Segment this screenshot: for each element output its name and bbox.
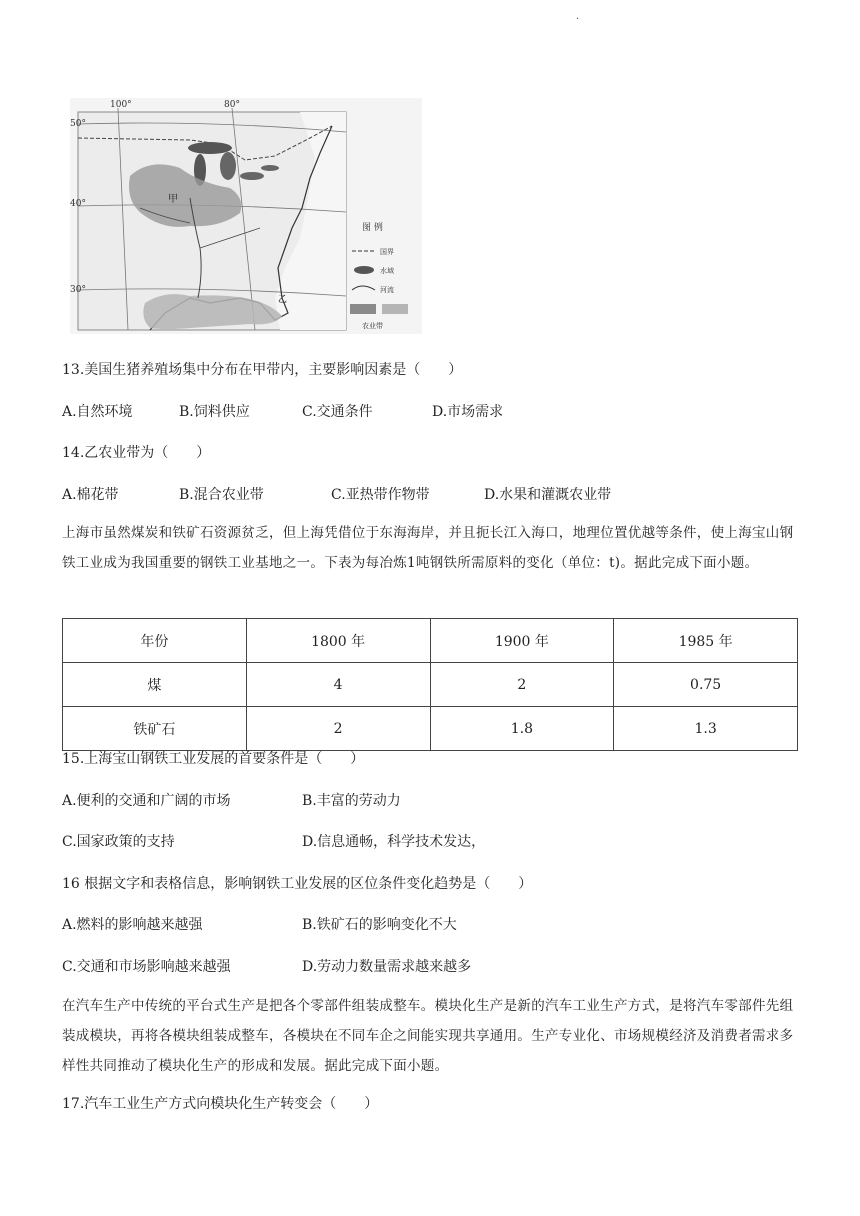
passage-auto-modular: 在汽车生产中传统的平台式生产是把各个零部件组装成整车。模块化生产是新的汽车工业生产方式，是将汽车零部件先组装成模块，再将各模块组装成整车，各模块在不同车企之间能实现共享通用。生产专业化、市场规模经济及消费者需求多样性共同推动了模块化生产的形成和发展。据此完成下面小题。	[62, 998, 794, 1074]
lat-label-50: 50°	[70, 119, 86, 129]
table-row	[63, 663, 798, 707]
q14-option-d[interactable]: D.水果和灌溉农业带	[484, 487, 612, 503]
header-mark: ·	[576, 14, 580, 25]
q15-option-a[interactable]: A.便利的交通和广阔的市场	[62, 793, 231, 809]
raw-material-table	[62, 618, 798, 751]
table-header-cell: 1985 年	[614, 619, 798, 663]
q14-option-b[interactable]: B.混合农业带	[179, 487, 264, 503]
legend-item-river: 河流	[380, 286, 394, 294]
question-15-options-row2	[62, 832, 485, 852]
table-cell: 铁矿石	[63, 707, 247, 751]
question-15-options-row1	[62, 791, 401, 811]
question-13-stem: 13.美国生猪养殖场集中分布在甲带内，主要影响因素是（ ）	[62, 362, 463, 378]
q15-option-c[interactable]: C.国家政策的支持	[62, 834, 175, 850]
q13-option-a[interactable]: A.自然环境	[62, 404, 133, 420]
table-header-row	[63, 619, 798, 663]
us-agriculture-map	[70, 98, 422, 334]
q13-option-d[interactable]: D.市场需求	[432, 404, 504, 420]
legend-item-agri: 农业带	[362, 322, 383, 330]
legend-item-border: 国界	[380, 248, 394, 256]
table-cell: 0.75	[614, 663, 798, 707]
question-16-options-row2	[62, 957, 471, 977]
passage-shanghai-steel: 上海市虽然煤炭和铁矿石资源贫乏，但上海凭借位于东海海岸，并且扼长江入海口，地理位置优越等条件，使上海宝山钢铁工业成为我国重要的钢铁工业基地之一。下表为每冶炼1吨钢铁所需原料的变化（单位：t)。据此完成下面小题。	[62, 525, 794, 571]
question-14-stem: 14.乙农业带为（ ）	[62, 445, 211, 461]
question-13-options	[62, 402, 503, 422]
table-cell: 2	[430, 663, 614, 707]
question-16-stem: 16 根据文字和表格信息，影响钢铁工业发展的区位条件变化趋势是（ ）	[62, 876, 533, 892]
lon-label-100: 100°	[110, 100, 132, 110]
q16-option-d[interactable]: D.劳动力数量需求越来越多	[302, 959, 472, 975]
table-header-cell: 1800 年	[246, 619, 430, 663]
q14-option-c[interactable]: C.亚热带作物带	[331, 487, 430, 503]
q16-option-b[interactable]: B.铁矿石的影响变化不大	[302, 917, 457, 933]
q14-option-a[interactable]: A.棉花带	[62, 487, 119, 503]
lat-label-40: 40°	[70, 199, 86, 209]
question-15-stem: 15.上海宝山钢铁工业发展的首要条件是（ ）	[62, 751, 365, 767]
table-row	[63, 707, 798, 751]
table-cell: 4	[246, 663, 430, 707]
legend-title: 图 例	[362, 223, 383, 233]
lat-label-30: 30°	[70, 285, 86, 295]
table-cell: 1.8	[430, 707, 614, 751]
question-16-options-row1	[62, 915, 457, 935]
question-14-options	[62, 485, 611, 505]
q15-option-d[interactable]: D.信息通畅，科学技术发达，	[302, 834, 486, 850]
q13-option-b[interactable]: B.饲料供应	[179, 404, 250, 420]
lon-label-80: 80°	[224, 100, 240, 110]
q16-option-a[interactable]: A.燃料的影响越来越强	[62, 917, 203, 933]
question-17-stem: 17.汽车工业生产方式向模块化生产转变会（ ）	[62, 1096, 379, 1112]
q15-option-b[interactable]: B.丰富的劳动力	[302, 793, 401, 809]
table-header-cell: 1900 年	[430, 619, 614, 663]
zone-label-jia: 甲	[168, 194, 178, 205]
zone-label-yi: 乙	[278, 295, 288, 305]
table-cell: 2	[246, 707, 430, 751]
table-header-cell: 年份	[63, 619, 247, 663]
legend-item-water: 水域	[380, 267, 394, 275]
q13-option-c[interactable]: C.交通条件	[302, 404, 373, 420]
table-cell: 煤	[63, 663, 247, 707]
table-cell: 1.3	[614, 707, 798, 751]
q16-option-c[interactable]: C.交通和市场影响越来越强	[62, 959, 231, 975]
